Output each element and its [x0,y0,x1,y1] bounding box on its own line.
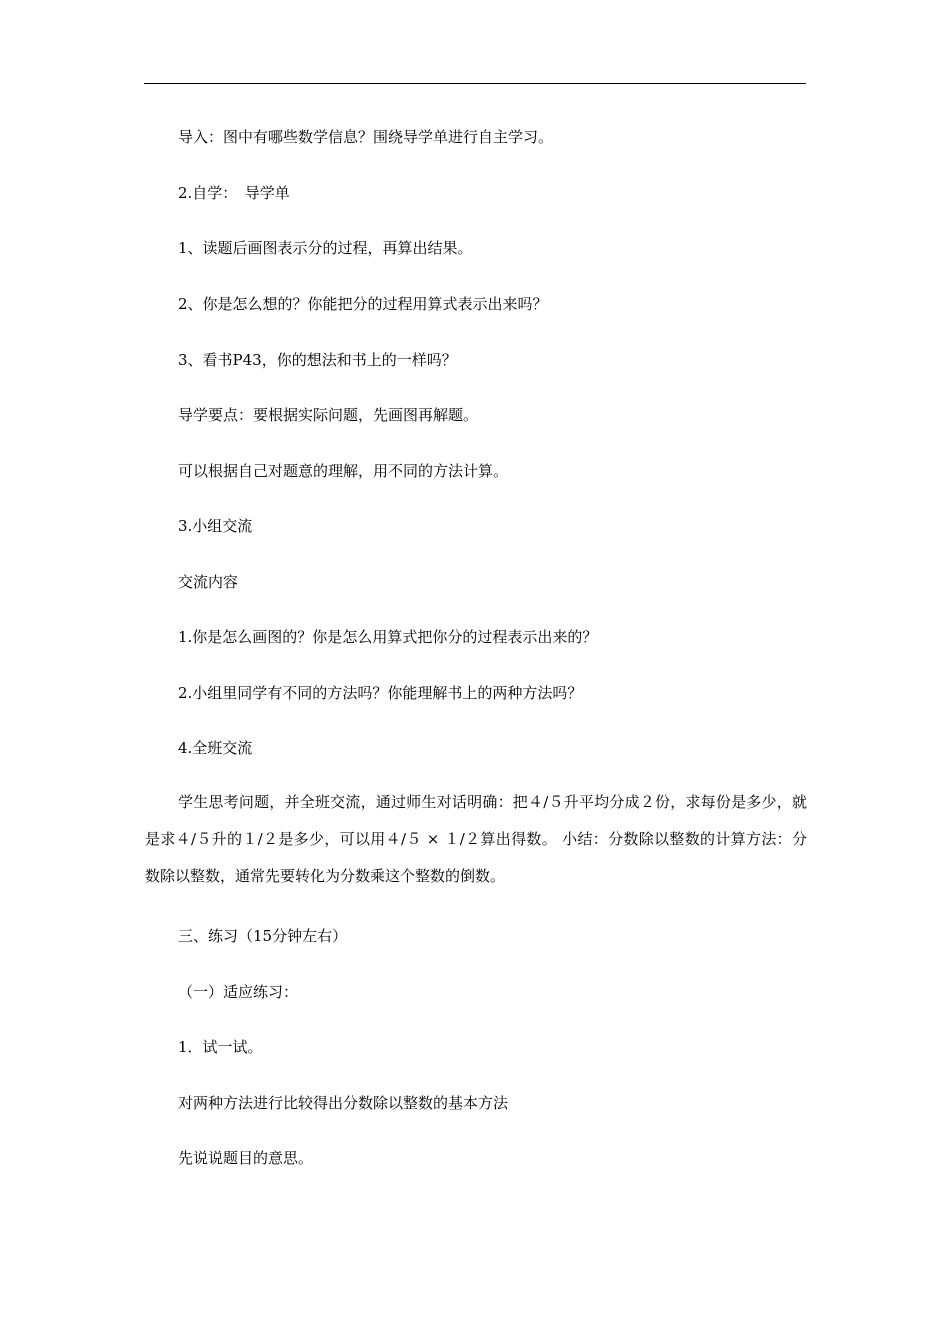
text-line: 3、看书P43，你的想法和书上的一样吗？ [178,351,457,369]
text-line: 可以根据自己对题意的理解，用不同的方法计算。 [178,462,509,480]
text-line: 对两种方法进行比较得出分数除以整数的基本方法 [178,1094,509,1112]
body-paragraph: 学生思考问题，并全班交流，通过师生对话明确：把４/５升平均分成２份，求每份是多少，就是求４/５升的１/２是多少，可以用４/５ × １/２算出得数。 小结：分数除以整数的计算方法：分数除以整数，通常先要转化为分数乘这个整数的倒数。 [145,793,807,885]
text-line: 2.自学： 导学单 [178,184,290,202]
text-line: 交流内容 [178,573,239,591]
text-line: 2、你是怎么想的？你能把分的过程用算式表示出来吗？ [178,295,548,313]
text-line: 导入：图中有哪些数学信息？围绕导学单进行自主学习。 [178,128,554,146]
text-line: 1、读题后画图表示分的过程，再算出结果。 [178,239,473,257]
text-line: 导学要点：要根据实际问题，先画图再解题。 [178,406,479,424]
text-line: 4.全班交流 [178,739,253,757]
text-line: 三、练习（15分钟左右） [178,927,348,945]
text-line: 3.小组交流 [178,517,253,535]
text-line: 1.你是怎么画图的？你是怎么用算式把你分的过程表示出来的？ [178,628,598,646]
text-line: （一）适应练习： [178,983,299,1001]
header-rule [144,83,806,84]
text-line: 先说说题目的意思。 [178,1149,314,1167]
text-line: 2.小组里同学有不同的方法吗？你能理解书上的两种方法吗？ [178,684,583,702]
text-line: 1．试一试。 [178,1038,263,1056]
